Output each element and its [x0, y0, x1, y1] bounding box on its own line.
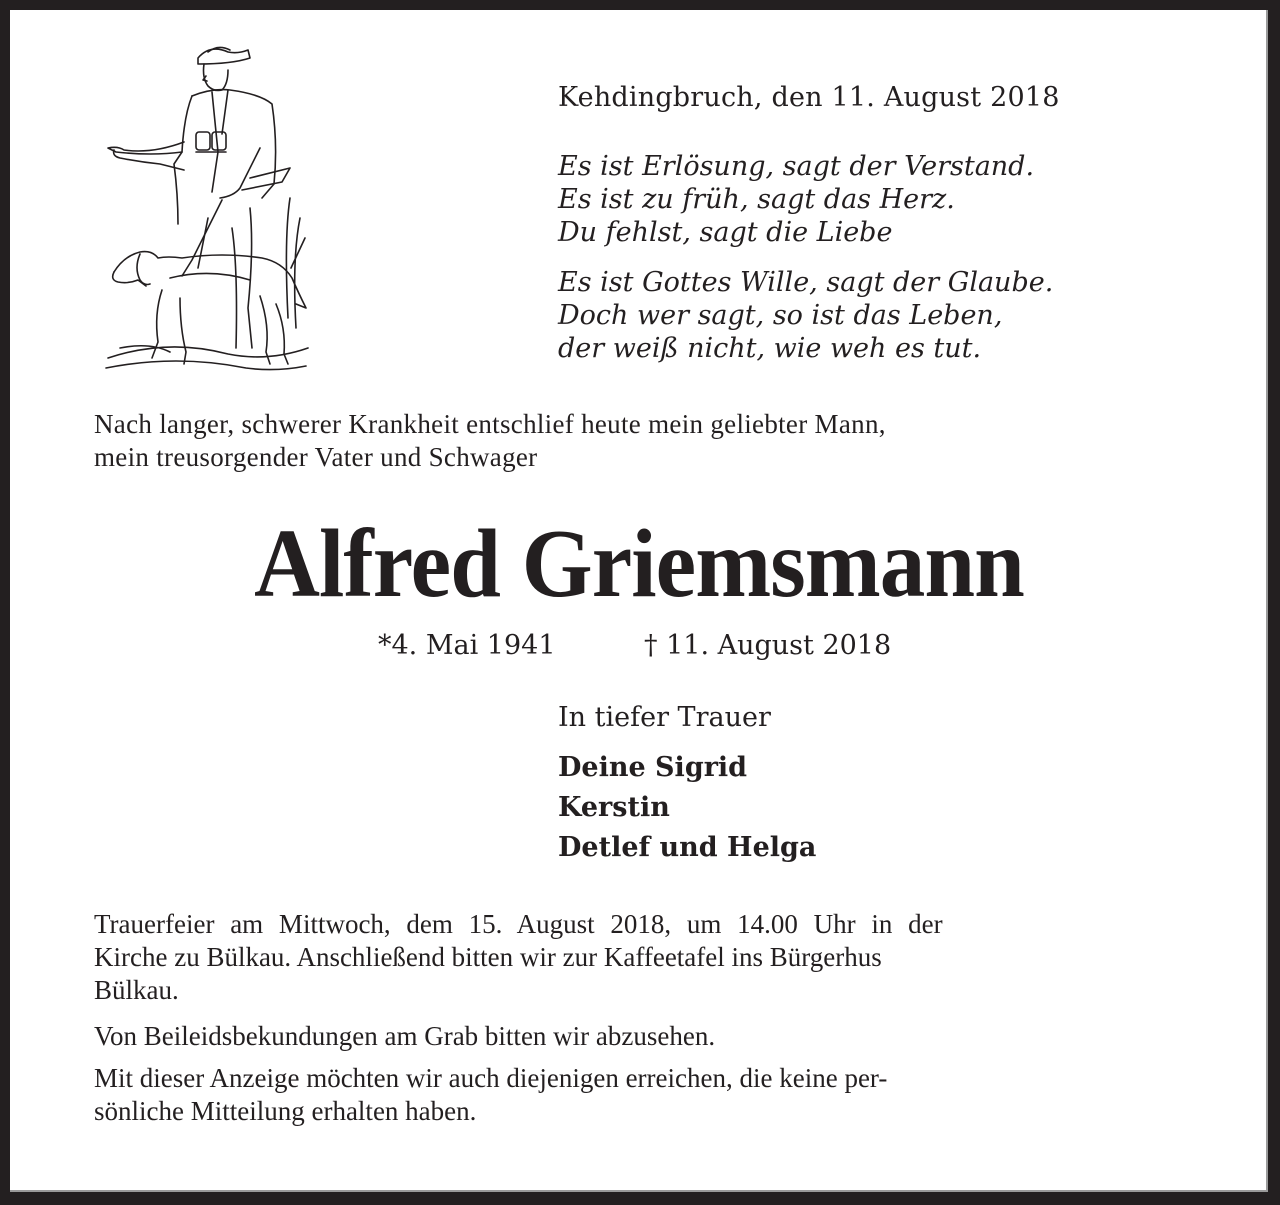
obituary-page	[10, 10, 1268, 1192]
birth-date: *4. Mai 1941	[378, 630, 556, 661]
funeral-line: Kirche zu Bülkau. Anschließend bitten wir zur Kaffeetafel ins Bürgerhus	[94, 942, 882, 972]
place-and-date: Kehdingbruch, den 11. August 2018	[558, 82, 1060, 113]
hunter-with-dog-illustration	[100, 28, 320, 383]
death-date: † 11. August 2018	[644, 630, 892, 661]
funeral-details	[94, 908, 1194, 1007]
notice-line: Mit dieser Anzeige möchten wir auch diejenigen erreichen, die keine per-	[94, 1063, 888, 1093]
poem-line: Doch wer sagt, so ist das Leben,	[558, 300, 1003, 331]
mourner-name: Detlef und Helga	[558, 832, 817, 863]
mourning-heading: In tiefer Trauer	[558, 702, 771, 733]
poem-line: Es ist Erlösung, sagt der Verstand.	[558, 151, 1035, 182]
mourner-name: Deine Sigrid	[558, 752, 748, 783]
poem-line: Du fehlst, sagt die Liebe	[558, 217, 893, 248]
intro-line: Nach langer, schwerer Krankheit entschlief heute mein geliebter Mann,	[94, 409, 886, 439]
notice-text	[94, 1062, 1194, 1128]
poem-stanza-2	[558, 266, 1053, 365]
intro-line: mein treusorgender Vater und Schwager	[94, 442, 538, 472]
poem-stanza-1	[558, 150, 1034, 249]
poem-line: Es ist zu früh, sagt das Herz.	[558, 184, 955, 215]
deceased-name: Alfred Griemsmann	[254, 510, 1024, 618]
poem-line: der weiß nicht, wie weh es tut.	[558, 333, 982, 364]
notice-line: sönliche Mitteilung erhalten haben.	[94, 1096, 477, 1126]
poem-line: Es ist Gottes Wille, sagt der Glaube.	[558, 267, 1054, 298]
funeral-line: Trauerfeier am Mittwoch, dem 15. August 2018, um 14.00 Uhr in der	[94, 909, 943, 939]
condolence-note: Von Beileidsbekundungen am Grab bitten wir abzusehen.	[94, 1021, 716, 1051]
mourner-name: Kerstin	[558, 792, 670, 823]
funeral-line: Bülkau.	[94, 975, 179, 1005]
mourners-list	[558, 748, 816, 868]
intro-text	[94, 408, 1194, 474]
